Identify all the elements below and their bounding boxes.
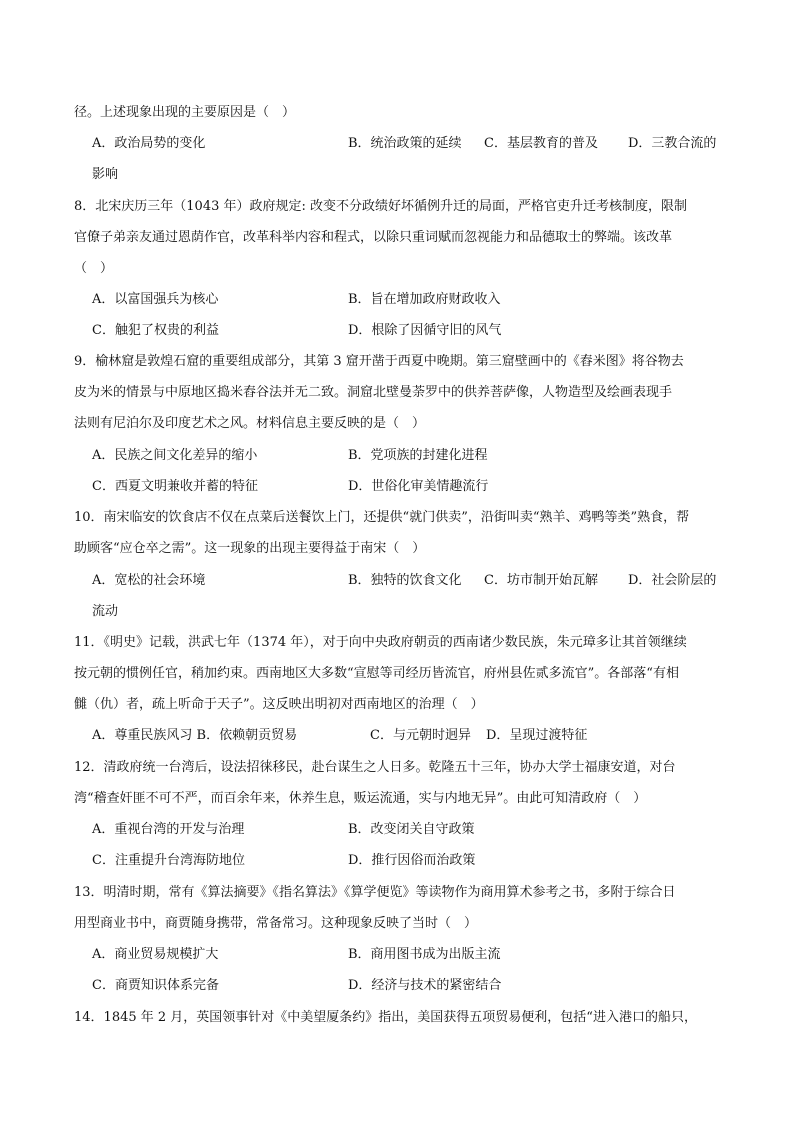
q11-option-d: D．呈现过渡特征	[486, 728, 588, 743]
q10-line-2: 助顾客“应仓卒之需”。这一现象的出现主要得益于南宋（ ）	[74, 541, 426, 556]
q12-option-d: D．推行因俗而治政策	[348, 853, 476, 868]
q10-option-d-continuation: 流动	[92, 604, 119, 619]
q9-option-c: C．西夏文明兼收并蓄的特征	[92, 479, 258, 494]
q13-line-1: 13．明清时期，常有《算法摘要》《指名算法》《算学便览》等读物作为商用算术参考之书，多附于综合日	[74, 885, 676, 900]
q13-option-c: C．商贾知识体系完备	[92, 978, 219, 993]
q12-option-a: A．重视台湾的开发与治理	[92, 822, 245, 837]
q10-option-b: B．独特的饮食文化	[348, 573, 462, 588]
prev-option-a: A．政治局势的变化	[92, 136, 206, 151]
q11-option-a-b: A．尊重民族风习 B．依赖朝贡贸易	[92, 728, 298, 743]
q8-line-2: 官僚子弟亲友通过恩荫作官，改革科举内容和程式，以除只重词赋而忽视能力和品德取士的弊端。该改革	[74, 230, 673, 245]
prev-option-d-continuation: 影响	[92, 167, 119, 182]
q13-line-2: 用型商业书中，商贾随身携带，常备常习。这种现象反映了当时（ ）	[74, 916, 478, 931]
q8-option-d: D．根除了因循守旧的风气	[348, 323, 502, 338]
q9-line-2: 皮为米的情景与中原地区捣米舂谷法并无二致。洞窟北壁曼荼罗中的供养菩萨像，人物造型及绘画表现手	[74, 385, 673, 400]
q11-line-2: 按元朝的惯例任官，稍加约束。西南地区大多数“宣慰等司经历皆流官，府州县佐贰多流官”。各部落“有相	[74, 666, 679, 681]
q8-line-3: （ ）	[74, 261, 114, 276]
prev-option-d: D．三教合流的	[628, 136, 717, 151]
q9-line-3: 法则有尼泊尔及印度艺术之风。材料信息主要反映的是（ ）	[74, 416, 426, 431]
prev-question-stem: 径。上述现象出现的主要原因是（ ）	[74, 105, 296, 120]
q8-option-c: C．触犯了权贵的利益	[92, 323, 219, 338]
prev-option-c: C．基层教育的普及	[484, 136, 598, 151]
q10-option-d: D．社会阶层的	[628, 573, 717, 588]
q13-option-a: A．商业贸易规模扩大	[92, 947, 219, 962]
q12-option-b: B．改变闭关自守政策	[348, 822, 475, 837]
q11-line-3: 雠（仇）者，疏上听命于天子”。这反映出明初对西南地区的治理（ ）	[74, 697, 484, 712]
q11-line-1: 11．《明史》记载，洪武七年（1374 年），对于向中央政府朝贡的西南诸少数民族，朱元璋多让其首领继续	[74, 635, 687, 650]
q13-option-d: D．经济与技术的紧密结合	[348, 978, 502, 993]
q9-line-1: 9．榆林窟是敦煌石窟的重要组成部分，其第 3 窟开凿于西夏中晚期。第三窟壁画中的《舂米图》将谷物去	[74, 354, 684, 369]
q8-option-b: B．旨在增加政府财政收入	[348, 292, 501, 307]
q12-line-1: 12．清政府统一台湾后，设法招徕移民，赴台谋生之人日多。乾隆五十三年，协办大学士福康安道，对台	[74, 760, 676, 775]
q8-option-a: A．以富国强兵为核心	[92, 292, 219, 307]
q9-option-d: D．世俗化审美情趣流行	[348, 479, 489, 494]
q13-option-b: B．商用图书成为出版主流	[348, 947, 501, 962]
q10-line-1: 10．南宋临安的饮食店不仅在点菜后送餐饮上门，还提供“就门供卖”，沿街叫卖“熟羊、鸡鸭等类”熟食，帮	[74, 510, 690, 525]
q12-option-c: C．注重提升台湾海防地位	[92, 853, 245, 868]
q12-line-2: 湾“稽查奸匪不可不严，而百余年来，休养生息，贩运流通，实与内地无异”。由此可知清政府（ ）	[74, 791, 647, 806]
q9-option-a: A．民族之间文化差异的缩小	[92, 448, 258, 463]
q11-option-c: C．与元朝时迥异	[370, 728, 471, 743]
q9-option-b: B．党项族的封建化进程	[348, 448, 488, 463]
q8-line-1: 8．北宋庆历三年（1043 年）政府规定: 改变不分政绩好坏循例升迁的局面，严格官吏升迁考核制度，限制	[74, 199, 688, 214]
q10-option-a: A．宽松的社会环境	[92, 573, 206, 588]
prev-option-b: B．统治政策的延续	[348, 136, 462, 151]
q14-line-1: 14．1845 年 2 月，英国领事针对《中美望厦条约》指出，美国获得五项贸易便利，包括“进入港口的船只，	[74, 1010, 697, 1025]
q10-option-c: C．坊市制开始瓦解	[484, 573, 598, 588]
